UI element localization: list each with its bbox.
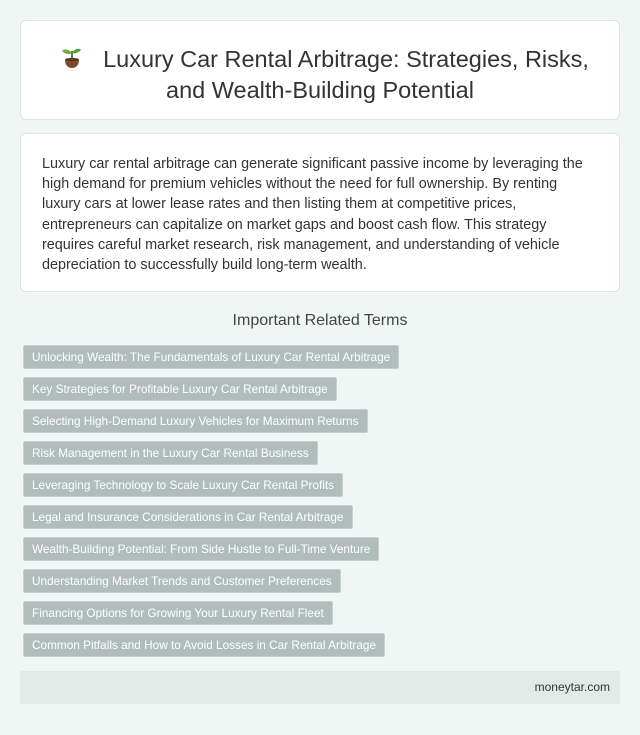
intro-line: requires careful market research, risk management, and understanding of vehicle	[42, 236, 560, 253]
related-term-link[interactable]: Unlocking Wealth: The Fundamentals of Luxury Car Rental Arbitrage	[23, 345, 399, 369]
sprout-icon	[59, 47, 85, 69]
related-term-link[interactable]: Legal and Insurance Considerations in Car Rental Arbitrage	[23, 505, 353, 529]
intro-paragraph	[42, 154, 601, 275]
related-term-link[interactable]: Wealth-Building Potential: From Side Hustle to Full-Time Venture	[23, 537, 379, 561]
page-title	[21, 44, 619, 106]
title-line-2: and Wealth-Building Potential	[166, 77, 474, 103]
related-term-link[interactable]: Understanding Market Trends and Customer Preferences	[23, 569, 341, 593]
related-term-link[interactable]: Financing Options for Growing Your Luxury Rental Fleet	[23, 601, 333, 625]
title-line-1: Luxury Car Rental Arbitrage: Strategies, Risks,	[103, 46, 589, 72]
intro-line: entrepreneurs can capitalize on market gaps and boost cash flow. This strategy	[42, 216, 547, 233]
related-term-link[interactable]: Leveraging Technology to Scale Luxury Car Rental Profits	[23, 473, 343, 497]
related-term-link[interactable]: Key Strategies for Profitable Luxury Car Rental Arbitrage	[23, 377, 337, 401]
intro-line: high demand for premium vehicles without the need for full ownership. By renting	[42, 176, 558, 193]
intro-line: depreciation to successfully build long-term wealth.	[42, 257, 367, 274]
footer	[20, 671, 620, 704]
title-card	[20, 20, 620, 120]
related-term-link[interactable]: Common Pitfalls and How to Avoid Losses in Car Rental Arbitrage	[23, 633, 385, 657]
related-terms-heading: Important Related Terms	[232, 312, 408, 329]
footer-site-link[interactable]: moneytar.com	[534, 680, 610, 694]
related-term-link[interactable]: Risk Management in the Luxury Car Rental Business	[23, 441, 318, 465]
intro-card	[20, 133, 620, 292]
intro-line: Luxury car rental arbitrage can generate significant passive income by leveraging the	[42, 156, 583, 172]
intro-line: luxury cars at lower lease rates and then listing them at competitive prices,	[42, 196, 517, 213]
related-term-link[interactable]: Selecting High-Demand Luxury Vehicles for Maximum Returns	[23, 409, 368, 433]
